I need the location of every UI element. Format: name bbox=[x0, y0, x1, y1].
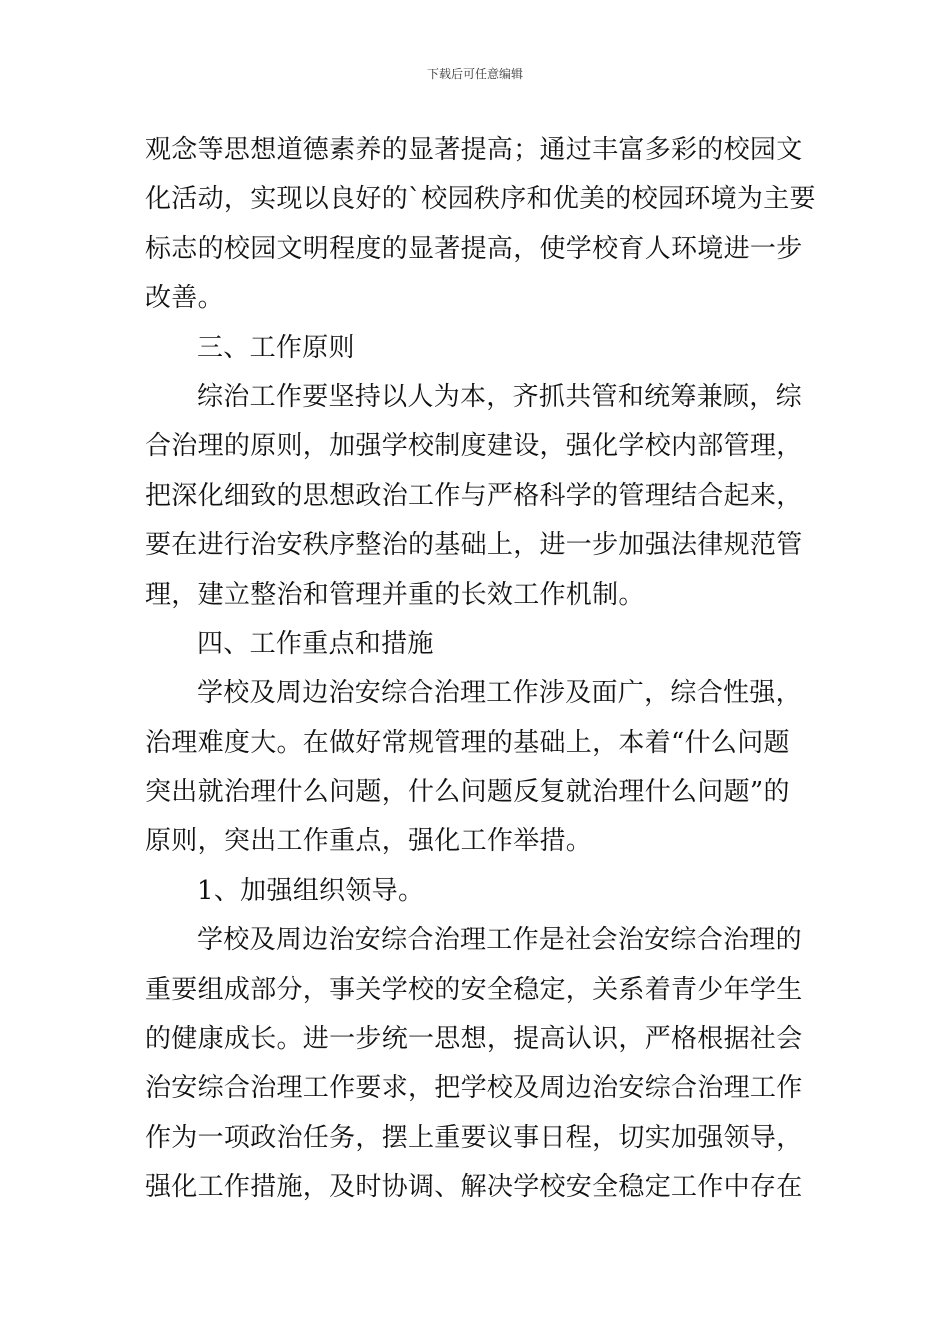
text-line: 的健康成长。进一步统一思想，提高认识，严格根据社会 bbox=[145, 1024, 803, 1055]
text-line: 三、工作原则 bbox=[197, 332, 355, 363]
document-body bbox=[145, 126, 816, 1213]
text-line: 治理难度大。在做好常规管理的基础上，本着“什么问题 bbox=[145, 727, 790, 758]
text-line: 理，建立整治和管理并重的长效工作机制。 bbox=[145, 579, 645, 610]
text-line: 把深化细致的思想政治工作与严格科学的管理结合起来， bbox=[145, 480, 803, 511]
text-line: 观念等思想道德素养的显著提高；通过丰富多彩的校园文 bbox=[145, 135, 803, 165]
text-line: 突出就治理什么问题，什么问题反复就治理什么问题”的 bbox=[145, 777, 790, 808]
text-line: 综治工作要坚持以人为本，齐抓共管和统筹兼顾，综 bbox=[197, 381, 802, 412]
text-line: 作为一项政治任务，摆上重要议事日程，切实加强领导， bbox=[145, 1122, 803, 1153]
page-header-note: 下载后可任意编辑 bbox=[426, 67, 523, 81]
text-line: 重要组成部分，事关学校的安全稳定，关系着青少年学生 bbox=[145, 974, 803, 1005]
text-line: 1、加强组织领导。 bbox=[197, 875, 425, 906]
text-line: 学校及周边治安综合治理工作是社会治安综合治理的 bbox=[197, 925, 802, 956]
text-line: 原则，突出工作重点，强化工作举措。 bbox=[145, 826, 593, 857]
text-line: 改善。 bbox=[145, 283, 224, 314]
text-line: 要在进行治安秩序整治的基础上，进一步加强法律规范管 bbox=[145, 530, 803, 561]
text-line: 合治理的原则，加强学校制度建设，强化学校内部管理， bbox=[145, 431, 803, 462]
text-line: 学校及周边治安综合治理工作涉及面广，综合性强， bbox=[197, 678, 802, 709]
text-line: 强化工作措施，及时协调、解决学校安全稳定工作中存在 bbox=[145, 1172, 803, 1203]
text-line: 化活动，实现以良好的`校园秩序和优美的校园环境为主要 bbox=[145, 184, 816, 215]
text-line: 四、工作重点和措施 bbox=[197, 628, 434, 659]
text-line: 标志的校园文明程度的显著提高，使学校育人环境进一步 bbox=[145, 233, 803, 264]
text-line: 治安综合治理工作要求，把学校及周边治安综合治理工作 bbox=[145, 1073, 803, 1104]
